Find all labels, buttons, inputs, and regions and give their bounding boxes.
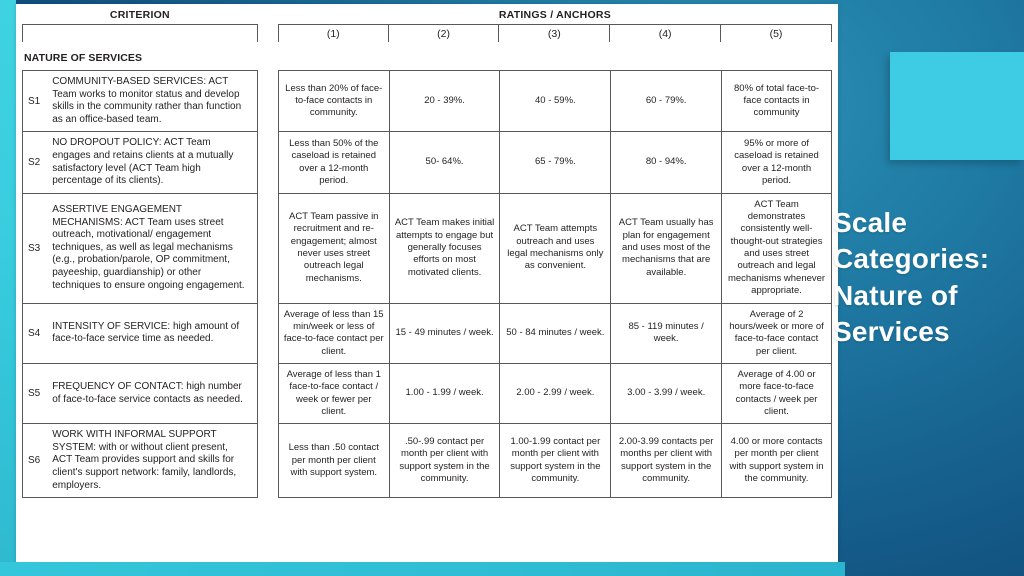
row-anchor-1: Less than .50 contact per month per client with support system. bbox=[278, 423, 389, 498]
row-anchor-2: .50-.99 contact per month per client with support system in the community. bbox=[389, 423, 500, 498]
row-code: S1 bbox=[22, 70, 48, 131]
row-anchor-5: Average of 4.00 or more face-to-face contacts / week per client. bbox=[721, 363, 832, 423]
row-anchor-2: 15 - 49 minutes / week. bbox=[389, 303, 500, 363]
row-anchor-4: 60 - 79%. bbox=[610, 70, 721, 131]
row-code: S6 bbox=[22, 423, 48, 498]
accent-square-decoration bbox=[890, 52, 1024, 160]
slide-title: Scale Categories: Nature of Services bbox=[833, 207, 990, 348]
row-anchor-1: Less than 50% of the caseload is retained over a 12-month period. bbox=[278, 131, 389, 192]
row-anchor-3: 40 - 59%. bbox=[499, 70, 610, 131]
row-anchor-4: 3.00 - 3.99 / week. bbox=[610, 363, 721, 423]
left-accent-rail bbox=[0, 0, 16, 576]
row-anchor-5: 95% or more of caseload is retained over a 12-month period. bbox=[721, 131, 832, 192]
bottom-accent-rail bbox=[0, 562, 845, 576]
row-criterion: WORK WITH INFORMAL SUPPORT SYSTEM: with or without client present, ACT Team provides support and skills for client's support network: family, landlords, employers. bbox=[48, 423, 258, 498]
row-code: S4 bbox=[22, 303, 48, 363]
column-gap bbox=[258, 303, 278, 363]
section-title-row bbox=[22, 42, 832, 70]
criterion-group-header: CRITERION bbox=[109, 9, 170, 21]
row-criterion: INTENSITY OF SERVICE: high amount of face-to-face service time as needed. bbox=[48, 303, 258, 363]
row-criterion: FREQUENCY OF CONTACT: high number of face-to-face service contacts as needed. bbox=[48, 363, 258, 423]
rating-column-header-3: (3) bbox=[499, 24, 610, 42]
table-group-header-row bbox=[22, 9, 832, 24]
row-criterion: NO DROPOUT POLICY: ACT Team engages and retains clients at a mutually satisfactory level (ACT Team high percentage of its clients). bbox=[48, 131, 258, 192]
rating-column-header-2: (2) bbox=[389, 24, 500, 42]
row-anchor-5: Average of 2 hours/week or more of face-to-face contact per client. bbox=[721, 303, 832, 363]
row-anchor-3: ACT Team attempts outreach and uses legal mechanisms only as convenient. bbox=[499, 193, 610, 303]
row-anchor-1: Average of less than 15 min/week or less of face-to-face contact per client. bbox=[278, 303, 389, 363]
row-anchor-2: 1.00 - 1.99 / week. bbox=[389, 363, 500, 423]
row-anchor-4: 80 - 94%. bbox=[610, 131, 721, 192]
ratings-group-header: RATINGS / ANCHORS bbox=[498, 9, 612, 21]
row-anchor-3: 65 - 79%. bbox=[499, 131, 610, 192]
document-panel bbox=[16, 4, 838, 566]
row-anchor-4: ACT Team usually has plan for engagement and uses most of the mechanisms that are available. bbox=[610, 193, 721, 303]
row-anchor-5: 80% of total face-to-face contacts in community bbox=[721, 70, 832, 131]
rubric-table-container bbox=[16, 4, 838, 566]
rating-column-header-1: (1) bbox=[278, 24, 389, 42]
section-title: NATURE OF SERVICES bbox=[24, 52, 143, 64]
row-anchor-3: 50 - 84 minutes / week. bbox=[499, 303, 610, 363]
table-row bbox=[22, 303, 832, 363]
row-anchor-4: 85 - 119 minutes / week. bbox=[610, 303, 721, 363]
row-anchor-5: ACT Team demonstrates consistently well-thought-out strategies and uses street outreach and legal mechanisms whenever appropriate. bbox=[721, 193, 832, 303]
row-anchor-1: ACT Team passive in recruitment and re-engagement; almost never uses street outreach legal mechanisms. bbox=[278, 193, 389, 303]
row-anchor-1: Average of less than 1 face-to-face contact / week or fewer per client. bbox=[278, 363, 389, 423]
column-gap bbox=[258, 423, 278, 498]
row-code: S3 bbox=[22, 193, 48, 303]
row-anchor-5: 4.00 or more contacts per month per client with support system in the community. bbox=[721, 423, 832, 498]
rating-column-header-4: (4) bbox=[610, 24, 721, 42]
row-criterion: COMMUNITY-BASED SERVICES: ACT Team works to monitor status and develop skills in the community rather than function as an office-based team. bbox=[48, 70, 258, 131]
table-row bbox=[22, 363, 832, 423]
column-gap bbox=[258, 70, 278, 131]
row-anchor-4: 2.00-3.99 contacts per months per client with support system in the community. bbox=[610, 423, 721, 498]
section-spacer bbox=[278, 42, 832, 70]
row-anchor-2: 20 - 39%. bbox=[389, 70, 500, 131]
row-code: S2 bbox=[22, 131, 48, 192]
rating-column-header-5: (5) bbox=[721, 24, 832, 42]
row-anchor-2: ACT Team makes initial attempts to engage but generally focuses efforts on most motivated clients. bbox=[389, 193, 500, 303]
table-row bbox=[22, 193, 832, 303]
row-code: S5 bbox=[22, 363, 48, 423]
row-anchor-3: 1.00-1.99 contact per month per client with support system in the community. bbox=[499, 423, 610, 498]
column-gap bbox=[258, 42, 278, 70]
row-criterion: ASSERTIVE ENGAGEMENT MECHANISMS: ACT Team uses street outreach, motivational/ engagement techniques, as well as legal mechanisms (e.g., probation/parole, OP commitment, payeeship, guardianship) or other techniques to ensure ongoing engagement. bbox=[48, 193, 258, 303]
table-row bbox=[22, 423, 832, 498]
column-gap bbox=[258, 363, 278, 423]
row-anchor-1: Less than 20% of face-to-face contacts in community. bbox=[278, 70, 389, 131]
row-anchor-3: 2.00 - 2.99 / week. bbox=[499, 363, 610, 423]
table-row bbox=[22, 131, 832, 192]
column-gap bbox=[258, 131, 278, 192]
row-anchor-2: 50- 64%. bbox=[389, 131, 500, 192]
rubric-table bbox=[22, 9, 832, 498]
column-gap bbox=[258, 9, 278, 24]
column-gap bbox=[258, 24, 278, 42]
table-row bbox=[22, 70, 832, 131]
table-column-header-row bbox=[22, 24, 832, 42]
column-gap bbox=[258, 193, 278, 303]
criterion-column-header bbox=[22, 24, 258, 42]
